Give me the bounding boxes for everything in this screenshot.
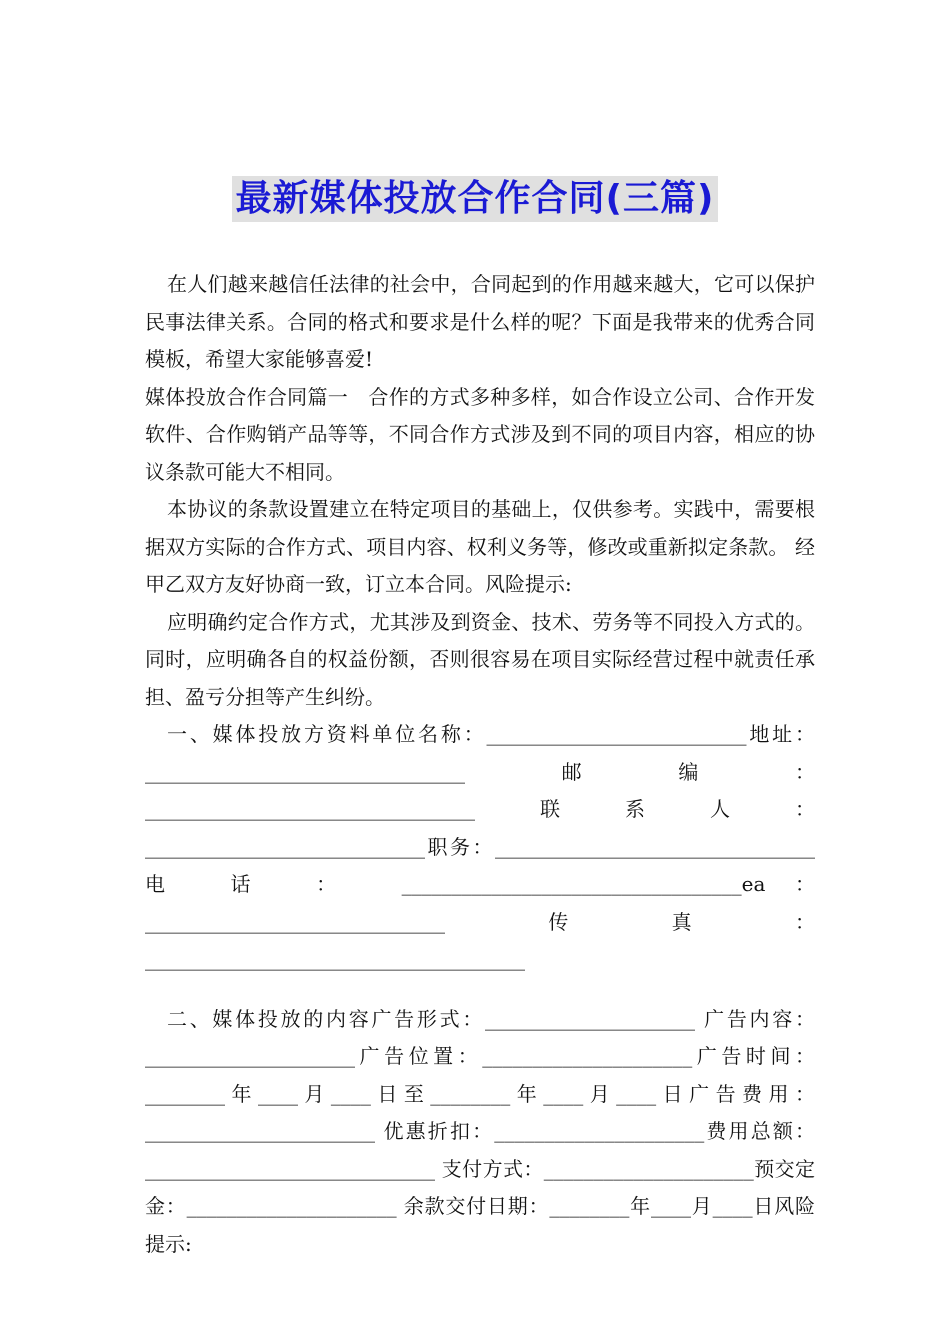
document-title-text: 最新媒体投放合作合同(三篇) bbox=[232, 176, 719, 222]
contract-intro-paragraph: 媒体投放合作合同篇一 合作的方式多种多样，如合作设立公司、合作开发软件、合作购销产品等等，不同合作方式涉及到不同的项目内容，相应的协议条款可能大不相同。 bbox=[145, 384, 815, 484]
party-info-section: 一、媒体投放方资料单位名称：__________________________地址：________________________________邮编：_________________________________联系人：____________________________职务：________________________________ 电 话 ： __________________________________ea：______________________________传真：______________________________________ bbox=[145, 722, 815, 971]
risk-note-paragraph: 应明确约定合作方式，尤其涉及到资金、技术、劳务等不同投入方式的。同时，应明确各自的权益份额，否则很容易在项目实际经营过程中就责任承担、盈亏分担等产生纠纷。 bbox=[145, 609, 815, 709]
terms-note-paragraph: 本协议的条款设置建立在特定项目的基础上，仅供参考。实践中，需要根据双方实际的合作方式、项目内容、权利义务等，修改或重新拟定条款。 经甲乙双方友好协商一致，订立本合同。风险提示: bbox=[145, 497, 815, 596]
ad-content-section: 二、媒体投放的内容广告形式：_____________________ 广告内容：_____________________广告位置：_____________________广告时间：________年____月____日至________年____月____日广告费用：_______________________ 优惠折扣：_____________________费用总额：_____________________________ 支付方式：_____________________预交定金：_____________________ 余款交付日期：________年____月____日风险提示: bbox=[145, 1006, 815, 1256]
document-title bbox=[0, 176, 950, 222]
document-body bbox=[145, 266, 815, 1263]
intro-paragraph: 在人们越来越信任法律的社会中，合同起到的作用越来越大，它可以保护民事法律关系。合同的格式和要求是什么样的呢？下面是我带来的优秀合同模板，希望大家能够喜爱! bbox=[145, 272, 815, 371]
